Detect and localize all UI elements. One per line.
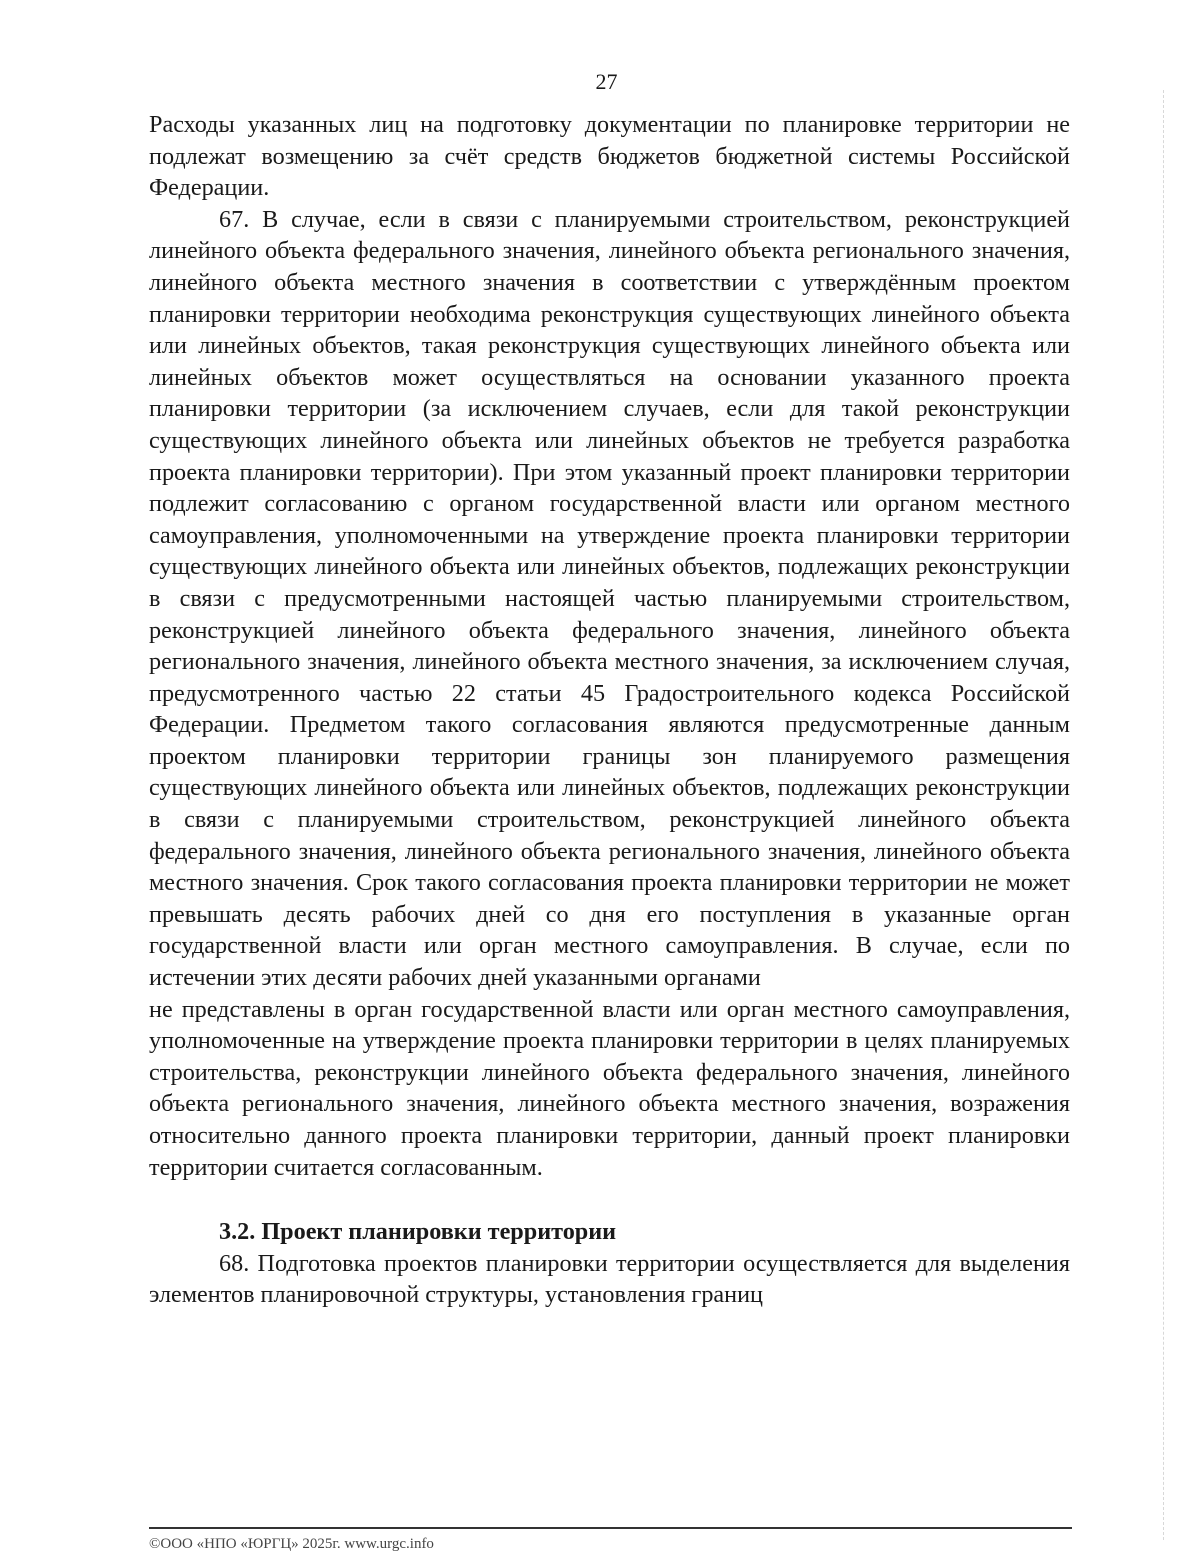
- document-body: [149, 109, 1070, 1311]
- paragraph-67: 67. В случае, если в связи с планируемыми строительством, реконструкцией линейного объекта федерального значения, линейного объекта регионального значения, линейного объекта местного значения в соответствии с утверждённым проектом планировки территории необходима реконструкция существующих линейного объекта или линейных объектов, такая реконструкция существующих линейного объекта или линейных объектов может осуществляться на основании указанного проекта планировки территории (за исключением случаев, если для такой реконструкции существующих линейного объекта или линейных объектов не требуется разработка проекта планировки территории). При этом указанный проект планировки территории подлежит согласованию с органом государственной власти или органом местного самоуправления, уполномоченными на утверждение проекта планировки территории существующих линейного объекта или линейных объектов, подлежащих реконструкции в связи с предусмотренными настоящей частью планируемыми строительством, реконструкцией линейного объекта федерального значения, линейного объекта регионального значения, линейного объекта местного значения, за исключением случая, предусмотренного частью 22 статьи 45 Градостроительного кодекса Российской Федерации. Предметом такого согласования являются предусмотренные данным проектом планировки территории границы зон планируемого размещения существующих линейного объекта или линейных объектов, подлежащих реконструкции в связи с планируемыми строительством, реконструкцией линейного объекта федерального значения, линейного объекта регионального значения, линейного объекта местного значения. Срок такого согласования проекта планировки территории не может превышать десять рабочих дней со дня его поступления в указанные орган государственной власти или орган местного самоуправления. В случае, если по истечении этих десяти рабочих дней указанными органами: [149, 205, 1070, 992]
- section-heading: 3.2. Проект планировки территории: [219, 1218, 617, 1246]
- paragraph-68: 68. Подготовка проектов планировки территории осуществляется для выделения элементов планировочной структуры, установления границ: [149, 1249, 1070, 1309]
- scan-edge-mark: [1163, 90, 1164, 1540]
- footer-copyright: ©ООО «НПО «ЮРГЦ» 2025г. www.urgc.info: [149, 1536, 434, 1552]
- paragraph-67-continuation: не представлены в орган государственной власти или орган местного самоуправления, уполномоченные на утверждение проекта планировки территории в целях планируемых строительства, реконструкции линейного объекта федерального значения, линейного объекта регионального значения, линейного объекта местного значения, возражения относительно данного проекта планировки территории, данный проект планировки территории считается согласованным.: [149, 995, 1070, 1181]
- section-spacer: [149, 1183, 1070, 1216]
- page-number: 27: [595, 69, 618, 94]
- footer-divider: [149, 1527, 1072, 1529]
- paragraph-continuation: Расходы указанных лиц на подготовку документации по планировке территории не подлежат возмещению за счёт средств бюджетов бюджетной системы Российской Федерации.: [149, 111, 1070, 202]
